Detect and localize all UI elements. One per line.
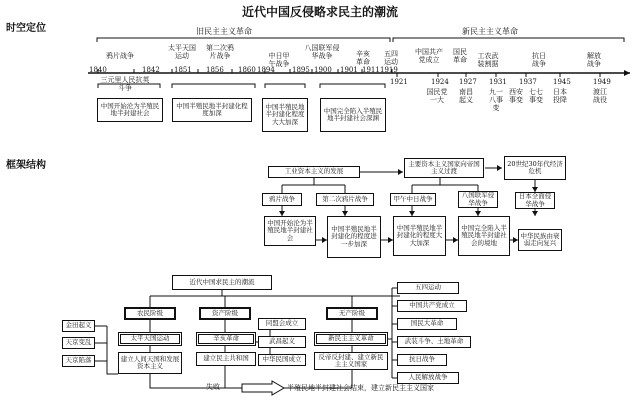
tree-tianjing-fall: 天京陷落 [62, 355, 95, 367]
fw-result-3: 中国半殖民地半封建化的程度大大加深 [393, 216, 446, 256]
event-sino-japanese-war: 中日甲午战争 [268, 52, 290, 68]
year: 1937 [519, 78, 537, 86]
section-framework-label: 框架结构 [6, 160, 46, 171]
fw-industry: 工业资本主义的发展 [268, 166, 360, 178]
year: 1924 [431, 78, 449, 86]
event-sanyuanli: 三元里人民抗英斗争 [100, 76, 150, 92]
year: 1851 [174, 66, 192, 74]
year: 1901 [340, 66, 358, 74]
event-taiping: 太平天国运动 [168, 44, 196, 60]
year: 1856 [206, 66, 224, 74]
year: 1895 [292, 66, 310, 74]
tree-anti-japanese: 抗日战争 [397, 354, 447, 366]
year: 1842 [142, 66, 160, 74]
event-japan-surrender: 日本投降 [553, 88, 567, 104]
tree-may-fourth: 五四运动 [397, 282, 459, 294]
year: 1900 [314, 66, 332, 74]
tree-xinhai-result: 建立民主共和国 [196, 352, 256, 366]
event-xinhai: 辛亥革命 [356, 50, 370, 66]
event-nanchang-uprising: 南昌起义 [459, 88, 473, 104]
tree-final-label: 半殖民地半封建社会结束，建立新民主主义国家 [287, 384, 434, 392]
stage-box-4: 中国完全陷入半殖民地半封建社会深渊 [320, 98, 386, 132]
tree-wuchang: 武昌起义 [258, 336, 306, 348]
year: 1945 [553, 78, 571, 86]
event-national-revolution: 国民革命 [453, 48, 467, 64]
tree-fail-label: 失败 [206, 383, 220, 391]
stage-box-3: 中国半殖民地半封建化程度大大加深 [262, 98, 308, 132]
event-xian-incident: 西安事变 [509, 88, 523, 104]
new-revolution-label: 新民主主义革命 [462, 27, 518, 36]
tree-newdem-result: 反帝反封建、建立新民主主义国家 [314, 352, 388, 370]
section-timeline-label: 时空定位 [6, 23, 46, 34]
event-armed-separatism: 工农武装割据 [477, 52, 499, 68]
page-title: 近代中国反侵略求民主的潮流 [241, 5, 398, 19]
fw-war-4: 八国联军侵华战争 [458, 191, 498, 208]
fw-result-2: 中国半殖民地半封建化的程度进一步加深 [327, 216, 381, 258]
year: 1921 [390, 78, 408, 86]
year: 1860 [238, 66, 256, 74]
fw-war-5: 日本全面侵华战争 [515, 192, 555, 209]
year: 1931 [489, 78, 507, 86]
stage-box-1: 中国开始沦为半殖民地半封建社会 [97, 98, 163, 122]
fw-crisis: 20世纪30年代经济危机 [504, 156, 566, 180]
event-ccp-founded: 中国共产党成立 [415, 48, 443, 64]
event-may-fourth: 五四运动 [384, 50, 398, 66]
tree-taiping-result: 建立人间天国和发展资本主义 [118, 352, 182, 374]
event-july-seventh: 七七事变 [529, 88, 543, 104]
year: 1840 [89, 66, 107, 74]
event-second-opium-war: 第二次鸦片战争 [206, 44, 234, 60]
tree-jintian: 金田起义 [62, 320, 95, 332]
tree-tianjing-incident: 天京变乱 [62, 337, 95, 349]
tree-xinhai: 辛亥革命 [196, 332, 256, 346]
event-kmt-congress: 国民党一大 [426, 88, 448, 104]
year: 1919 [380, 66, 398, 74]
year: 1894 [257, 66, 275, 74]
fw-war-2: 第二次鸦片战争 [316, 193, 374, 206]
tree-roc-founded: 中华民国成立 [258, 354, 306, 366]
tree-national-revolution: 国民大革命 [397, 318, 457, 330]
event-mukden: 九一八事变 [489, 88, 503, 112]
tree-liberation-war: 人民解放战争 [397, 372, 459, 384]
fw-result-5: 中华民族由衰弱走向复兴 [518, 229, 562, 251]
event-yangtze-crossing: 渡江战役 [593, 88, 607, 104]
tree-newdem: 新民主主义革命 [314, 332, 388, 346]
fw-result-4: 中国完全陷入半殖民地半封建社会的境地 [458, 216, 510, 256]
fw-war-3: 甲午中日战争 [390, 193, 436, 206]
old-revolution-label: 旧民主主义革命 [196, 27, 252, 36]
fw-capitalism: 主要资本主义国家向帝国主义过渡 [404, 158, 484, 178]
year: 1949 [593, 78, 611, 86]
tree-ccp-founded: 中国共产党成立 [397, 300, 467, 312]
fw-war-1: 鸦片战争 [262, 193, 302, 206]
year: 1927 [459, 78, 477, 86]
tree-taiping: 太平天国运动 [118, 332, 182, 346]
tree-peasant: 农民阶级 [124, 307, 176, 320]
year: 1911 [362, 66, 380, 74]
tree-bourgeois: 资产阶级 [199, 307, 251, 320]
event-anti-japanese-war: 抗日战争 [532, 52, 546, 68]
event-liberation-war: 解放战争 [587, 52, 601, 68]
tree-proletariat: 无产阶级 [326, 307, 378, 320]
tree-root: 近代中国求民主的潮流 [172, 275, 272, 290]
event-eight-nation: 八国联军侵华战争 [304, 44, 340, 60]
fw-result-1: 中国开始沦为半殖民地半封建社会 [264, 216, 316, 246]
event-opium-war: 鸦片战争 [106, 52, 134, 60]
tree-tongmenghui: 同盟会成立 [258, 318, 306, 330]
stage-box-2: 中国半殖民地半封建化程度加深 [172, 98, 252, 122]
tree-armed-struggle: 武装斗争、土地革命 [397, 336, 471, 348]
